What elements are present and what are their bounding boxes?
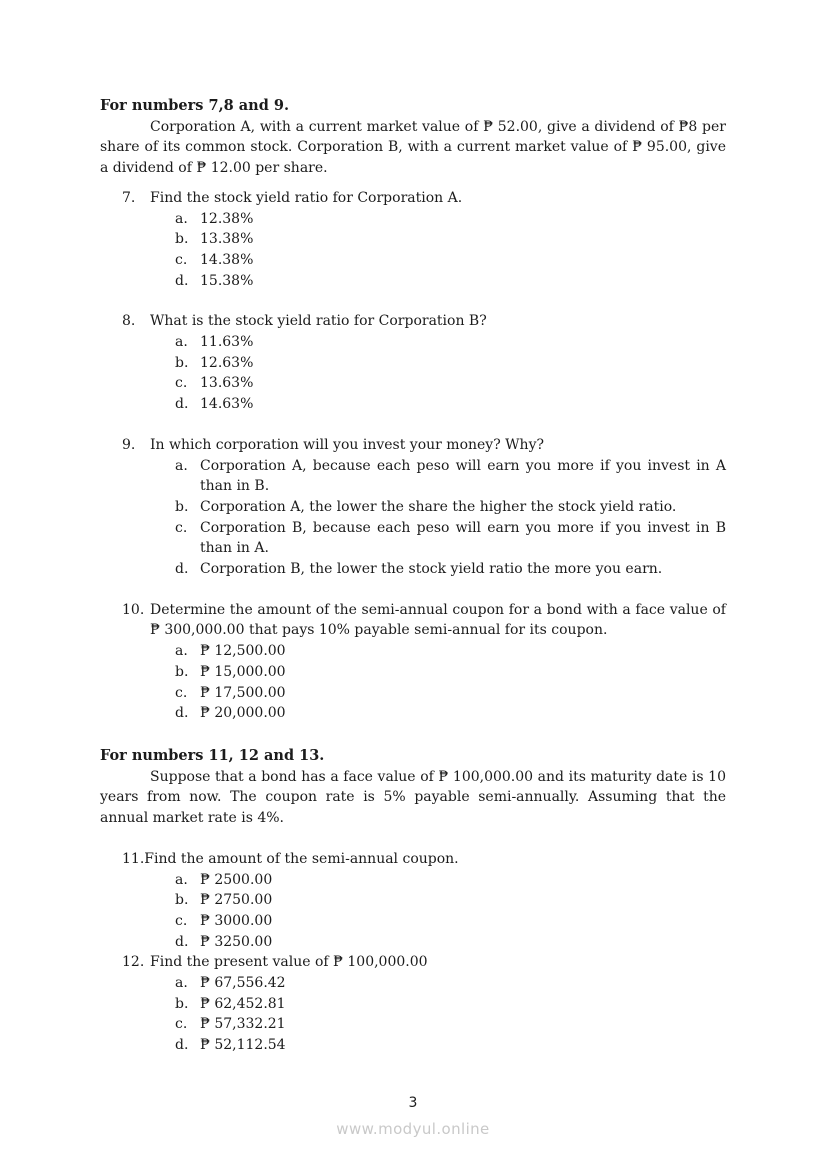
option-letter: d. — [175, 1037, 189, 1054]
footer-watermark-url: www.modyul.online — [336, 1120, 490, 1138]
option-8d — [175, 394, 726, 415]
option-text: 11.63% — [200, 334, 254, 351]
option-10c — [175, 683, 726, 704]
option-text: ₱ 57,332.21 — [200, 1016, 286, 1033]
option-letter: a. — [175, 457, 188, 474]
option-letter: c. — [175, 375, 188, 392]
option-8a — [175, 332, 726, 353]
option-letter: a. — [175, 975, 188, 992]
option-letter: d. — [175, 396, 189, 413]
question-number: 10. — [122, 601, 145, 618]
option-11d — [175, 932, 726, 953]
option-letter: d. — [175, 705, 189, 722]
option-11a — [175, 870, 726, 891]
option-9a — [175, 456, 726, 497]
page-content — [100, 96, 726, 1056]
option-12d — [175, 1035, 726, 1056]
option-letter: a. — [175, 334, 188, 351]
option-7b — [175, 229, 726, 250]
option-8c — [175, 373, 726, 394]
option-11b — [175, 890, 726, 911]
option-text: ₱ 2750.00 — [200, 892, 273, 909]
option-9b — [175, 497, 726, 518]
option-letter: b. — [175, 354, 189, 371]
option-text: ₱ 2500.00 — [200, 871, 273, 888]
option-11c — [175, 911, 726, 932]
option-letter: a. — [175, 643, 188, 660]
question-number: 8. — [122, 313, 136, 330]
option-text: 12.38% — [200, 210, 254, 227]
option-letter: b. — [175, 231, 189, 248]
option-letter: a. — [175, 210, 188, 227]
option-letter: b. — [175, 663, 189, 680]
question-number: 7. — [122, 189, 136, 206]
question-text: Determine the amount of the semi-annual coupon for a bond with a face value of ₱ 300,000.00 that pays 10% payable semi-annual for its coupon. — [150, 601, 726, 639]
question-11 — [100, 849, 726, 953]
option-7d — [175, 271, 726, 292]
option-10b — [175, 662, 726, 683]
option-10a — [175, 641, 726, 662]
option-letter: d. — [175, 272, 189, 289]
option-text: Corporation A, the lower the share the higher the stock yield ratio. — [200, 498, 677, 515]
option-letter: a. — [175, 871, 188, 888]
option-letter: c. — [175, 1016, 188, 1033]
option-text: 14.63% — [200, 396, 254, 413]
option-text: ₱ 20,000.00 — [200, 705, 286, 722]
option-text: 13.63% — [200, 375, 254, 392]
section-intro-2: Suppose that a bond has a face value of ₱ 100,000.00 and its maturity date is 10 years from now. The coupon rate is 5% payable semi-annually. Assuming that the annual market rate is 4%. — [100, 768, 726, 827]
option-letter: b. — [175, 892, 189, 909]
option-letter: b. — [175, 498, 189, 515]
question-text: Find the stock yield ratio for Corporation A. — [150, 189, 463, 206]
question-10 — [100, 600, 726, 724]
option-letter: c. — [175, 684, 188, 701]
option-9d — [175, 559, 726, 580]
option-text: ₱ 62,452.81 — [200, 995, 286, 1012]
option-12c — [175, 1014, 726, 1035]
option-7c — [175, 250, 726, 271]
question-text: In which corporation will you invest your money? Why? — [150, 436, 544, 453]
option-text: 13.38% — [200, 231, 254, 248]
option-letter: c. — [175, 912, 188, 929]
option-text: 12.63% — [200, 354, 254, 371]
question-9 — [100, 435, 726, 580]
option-10d — [175, 703, 726, 724]
option-text: Corporation B, because each peso will earn you more if you invest in B than in A. — [200, 519, 726, 557]
section-heading-2: For numbers 11, 12 and 13. — [100, 746, 325, 764]
question-7-stem — [122, 188, 726, 209]
section-intro-1: Corporation A, with a current market value of ₱ 52.00, give a dividend of ₱8 per share of its common stock. Corporation B, with a current market value of ₱ 95.00, give a dividend of ₱ 12.00 per share. — [100, 118, 726, 177]
option-8b — [175, 353, 726, 374]
question-9-stem — [122, 435, 726, 456]
option-text: ₱ 67,556.42 — [200, 975, 286, 992]
option-text: ₱ 12,500.00 — [200, 643, 286, 660]
option-text: ₱ 3250.00 — [200, 933, 273, 950]
question-12-stem — [122, 952, 726, 973]
option-text: Corporation B, the lower the stock yield ratio the more you earn. — [200, 561, 663, 578]
question-7 — [100, 188, 726, 292]
question-number: 11. — [122, 850, 145, 867]
option-text: ₱ 17,500.00 — [200, 684, 286, 701]
option-text: ₱ 52,112.54 — [200, 1037, 286, 1054]
option-text: ₱ 15,000.00 — [200, 663, 286, 680]
option-7a — [175, 209, 726, 230]
option-letter: b. — [175, 995, 189, 1012]
question-number: 9. — [122, 436, 136, 453]
question-11-stem — [122, 849, 726, 870]
option-text: 15.38% — [200, 272, 254, 289]
option-12b — [175, 994, 726, 1015]
option-text: Corporation A, because each peso will earn you more if you invest in A than in B. — [200, 457, 726, 495]
question-text: What is the stock yield ratio for Corporation B? — [150, 313, 487, 330]
page-number: 3 — [408, 1095, 418, 1111]
option-12a — [175, 973, 726, 994]
option-letter: c. — [175, 251, 188, 268]
question-12 — [100, 952, 726, 1056]
question-text: Find the present value of ₱ 100,000.00 — [150, 954, 428, 971]
question-10-stem — [122, 600, 726, 641]
section-heading-1: For numbers 7,8 and 9. — [100, 97, 290, 114]
question-number: 12. — [122, 954, 145, 971]
option-text: ₱ 3000.00 — [200, 912, 273, 929]
question-8 — [100, 311, 726, 415]
option-letter: c. — [175, 519, 188, 536]
question-8-stem — [122, 311, 726, 332]
option-text: 14.38% — [200, 251, 254, 268]
option-letter: d. — [175, 561, 189, 578]
option-9c — [175, 518, 726, 559]
question-text: Find the amount of the semi-annual coupon. — [144, 850, 459, 867]
option-letter: d. — [175, 933, 189, 950]
